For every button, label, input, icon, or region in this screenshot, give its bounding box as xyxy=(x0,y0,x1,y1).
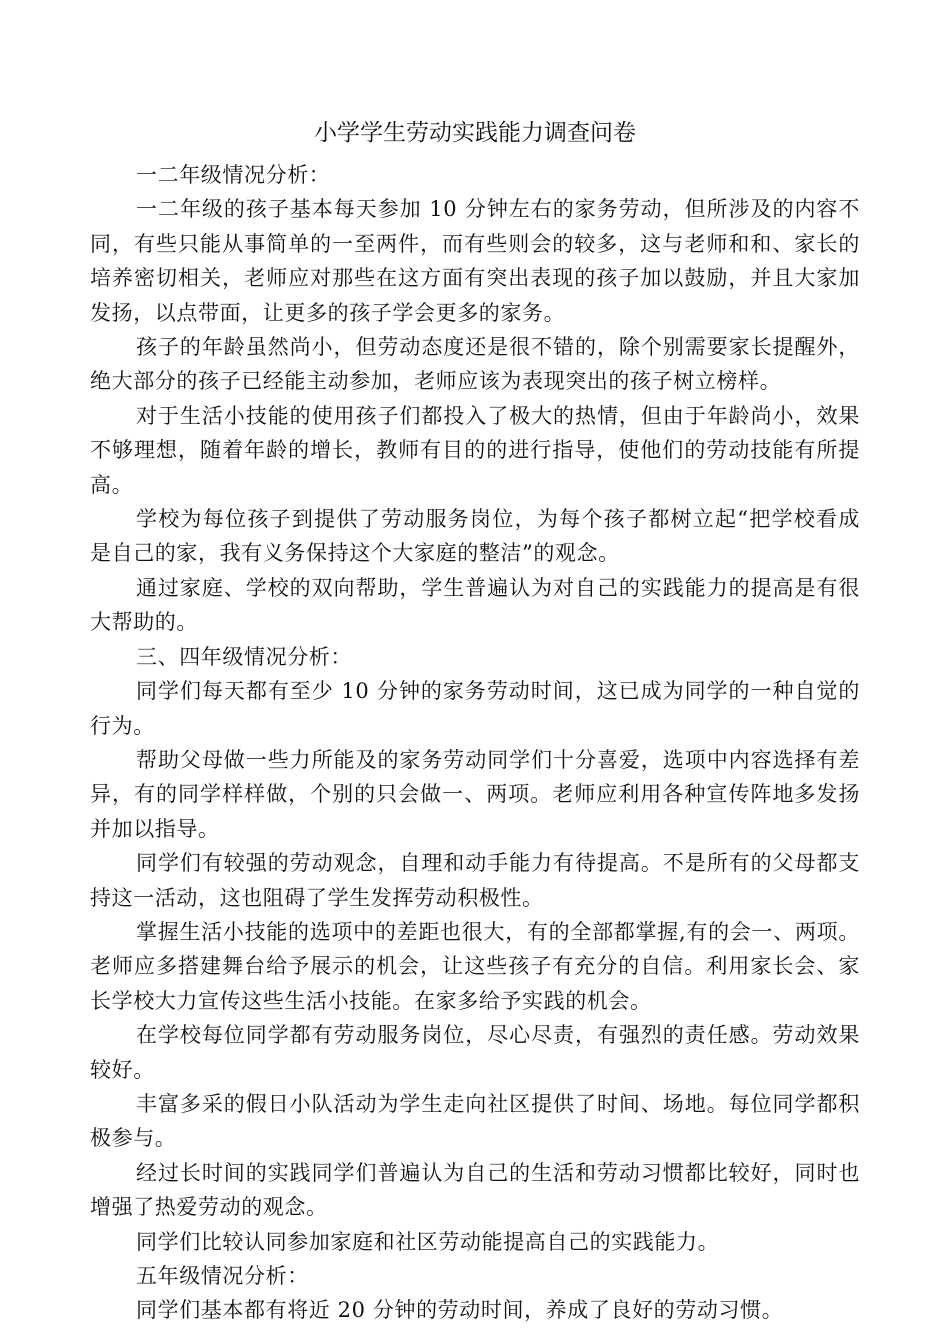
body-paragraph: 经过长时间的实践同学们普遍认为自己的生活和劳动习惯都比较好，同时也增强了热爱劳动的观念。 xyxy=(90,1160,860,1220)
body-paragraph: 同学们基本都有将近 20 分钟的劳动时间，养成了良好的劳动习惯。 xyxy=(136,1298,784,1323)
section-heading-grade-3-4: 三、四年级情况分析： xyxy=(136,644,352,669)
document-title: 小学学生劳动实践能力调查问卷 xyxy=(314,120,636,146)
body-paragraph: 一二年级的孩子基本每天参加 10 分钟左右的家务劳动，但所涉及的内容不同，有些只能从事简单的一至两件，而有些则会的较多，这与老师和和、家长的培养密切相关，老师应对那些在这方面有突出表现的孩子加以鼓励，并且大家加发扬，以点带面，让更多的孩子学会更多的家务。 xyxy=(90,197,860,325)
body-paragraph: 学校为每位孩子到提供了劳动服务岗位，为每个孩子都树立起“把学校看成是自己的家，我有义务保持这个大家庭的整洁”的观念。 xyxy=(90,507,860,566)
body-paragraph: 对于生活小技能的使用孩子们都投入了极大的热情，但由于年龄尚小，效果不够理想，随着年龄的增长，教师有目的的进行指导，使他们的劳动技能有所提高。 xyxy=(90,403,860,497)
body-paragraph: 同学们每天都有至少 10 分钟的家务劳动时间，这已成为同学的一种自觉的行为。 xyxy=(90,679,860,738)
body-paragraph: 同学们有较强的劳动观念，自理和动手能力有待提高。不是所有的父母都支持这一活动，这也阻碍了学生发挥劳动积极性。 xyxy=(90,851,860,910)
body-paragraph: 同学们比较认同参加家庭和社区劳动能提高自己的实践能力。 xyxy=(136,1229,720,1254)
document-page xyxy=(90,108,860,1328)
body-paragraph: 通过家庭、学校的双向帮助，学生普遍认为对自己的实践能力的提高是有很大帮助的。 xyxy=(90,575,860,635)
body-paragraph: 帮助父母做一些力所能及的家务劳动同学们十分喜爱，选项中内容选择有差异，有的同学样样做，个别的只会做一、两项。老师应利用各种宣传阵地多发扬并加以指导。 xyxy=(90,747,860,841)
body-paragraph: 在学校每位同学都有劳动服务岗位，尽心尽责，有强烈的责任感。劳动效果较好。 xyxy=(90,1023,860,1082)
body-paragraph: 丰富多采的假日小队活动为学生走向社区提供了时间、场地。每位同学都积极参与。 xyxy=(90,1091,860,1151)
body-paragraph: 掌握生活小技能的选项中的差距也很大，有的全部都掌握,有的会一、两项。老师应多搭建舞台给予展示的机会，让这些孩子有充分的自信。利用家长会、家长学校大力宣传这些生活小技能。在家多给予实践的机会。 xyxy=(90,919,860,1013)
body-paragraph: 孩子的年龄虽然尚小，但劳动态度还是很不错的，除个别需要家长提醒外，绝大部分的孩子已经能主动参加，老师应该为表现突出的孩子树立榜样。 xyxy=(90,335,860,394)
section-heading-grade-5: 五年级情况分析： xyxy=(136,1264,309,1288)
section-heading-grade-1-2: 一二年级情况分析： xyxy=(136,163,331,187)
